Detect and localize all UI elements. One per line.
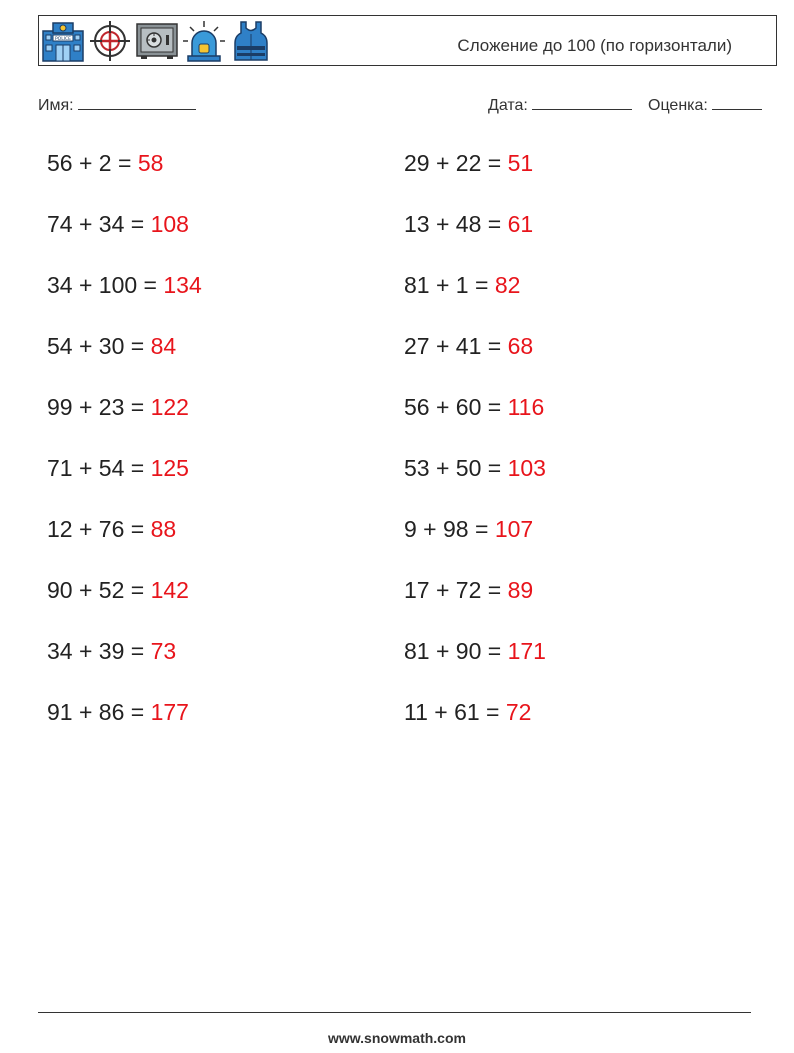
bulletproof-vest-icon (229, 19, 273, 63)
problem-answer: 61 (507, 211, 534, 237)
grade-label: Оценка: (648, 97, 708, 114)
problem-item (404, 332, 533, 360)
problem-item (47, 149, 163, 177)
problem-expression: 99 + 23 = (47, 394, 151, 420)
problem-item (47, 576, 189, 604)
safe-vault-icon (135, 19, 179, 63)
problem-item (404, 393, 544, 421)
problem-answer: 84 (150, 333, 177, 359)
grade-field (648, 93, 762, 115)
police-station-icon (41, 19, 85, 63)
problem-expression: 29 + 22 = (404, 150, 508, 176)
problem-expression: 90 + 52 = (47, 577, 151, 603)
date-blank-line[interactable] (532, 93, 632, 110)
problem-expression: 34 + 39 = (47, 638, 151, 664)
problem-answer: 171 (507, 638, 546, 664)
date-field (488, 93, 632, 115)
problem-item (404, 637, 546, 665)
problem-expression: 56 + 60 = (404, 394, 508, 420)
problem-expression: 81 + 1 = (404, 272, 495, 298)
problem-item (404, 149, 533, 177)
problem-answer: 72 (505, 699, 532, 725)
problem-answer: 108 (150, 211, 189, 237)
problem-item (47, 393, 189, 421)
problem-expression: 27 + 41 = (404, 333, 508, 359)
police-sign-text: POLICE (54, 37, 72, 42)
problem-expression: 53 + 50 = (404, 455, 508, 481)
problem-expression: 34 + 100 = (47, 272, 164, 298)
problem-expression: 11 + 61 = (404, 699, 506, 725)
name-blank-line[interactable] (78, 93, 196, 110)
problem-answer: 103 (507, 455, 546, 481)
problem-item (47, 210, 189, 238)
problem-item (47, 271, 202, 299)
crosshair-target-icon (88, 19, 132, 63)
problem-answer: 122 (150, 394, 189, 420)
problem-answer: 125 (150, 455, 189, 481)
problem-item (47, 515, 176, 543)
problem-expression: 9 + 98 = (404, 516, 495, 542)
header-icons (41, 18, 273, 64)
problem-answer: 116 (507, 394, 545, 420)
worksheet-header (38, 15, 777, 66)
problem-answer: 134 (163, 272, 202, 298)
problem-item (47, 637, 176, 665)
footer-divider (38, 1012, 751, 1013)
problem-item (404, 515, 533, 543)
problem-expression: 74 + 34 = (47, 211, 151, 237)
problem-answer: 89 (507, 577, 534, 603)
problem-answer: 177 (150, 699, 189, 725)
date-label: Дата: (488, 97, 528, 114)
problem-answer: 142 (150, 577, 189, 603)
worksheet-title: Сложение до 100 (по горизонтали) (457, 36, 732, 55)
problem-answer: 88 (150, 516, 177, 542)
problem-expression: 56 + 2 = (47, 150, 138, 176)
problem-item (404, 271, 520, 299)
problem-answer: 58 (137, 150, 164, 176)
footer-url[interactable]: www.snowmath.com (328, 1030, 466, 1046)
problem-expression: 12 + 76 = (47, 516, 151, 542)
grade-blank-line[interactable] (712, 93, 762, 110)
problem-answer: 107 (494, 516, 534, 542)
problem-item (404, 210, 533, 238)
problem-item (404, 454, 546, 482)
problem-answer: 73 (150, 638, 177, 664)
problem-expression: 13 + 48 = (404, 211, 508, 237)
problem-expression: 54 + 30 = (47, 333, 151, 359)
problem-expression: 81 + 90 = (404, 638, 508, 664)
problem-expression: 71 + 54 = (47, 455, 151, 481)
problem-item (47, 454, 189, 482)
problem-expression: 91 + 86 = (47, 699, 151, 725)
problem-answer: 51 (507, 150, 534, 176)
name-field (38, 93, 196, 115)
problem-answer: 68 (507, 333, 534, 359)
name-label: Имя: (38, 97, 74, 114)
problem-expression: 17 + 72 = (404, 577, 508, 603)
problem-answer: 82 (494, 272, 521, 298)
problem-item (47, 332, 176, 360)
problem-item (404, 576, 533, 604)
problem-item (404, 698, 531, 726)
problem-item (47, 698, 189, 726)
siren-light-icon (182, 19, 226, 63)
